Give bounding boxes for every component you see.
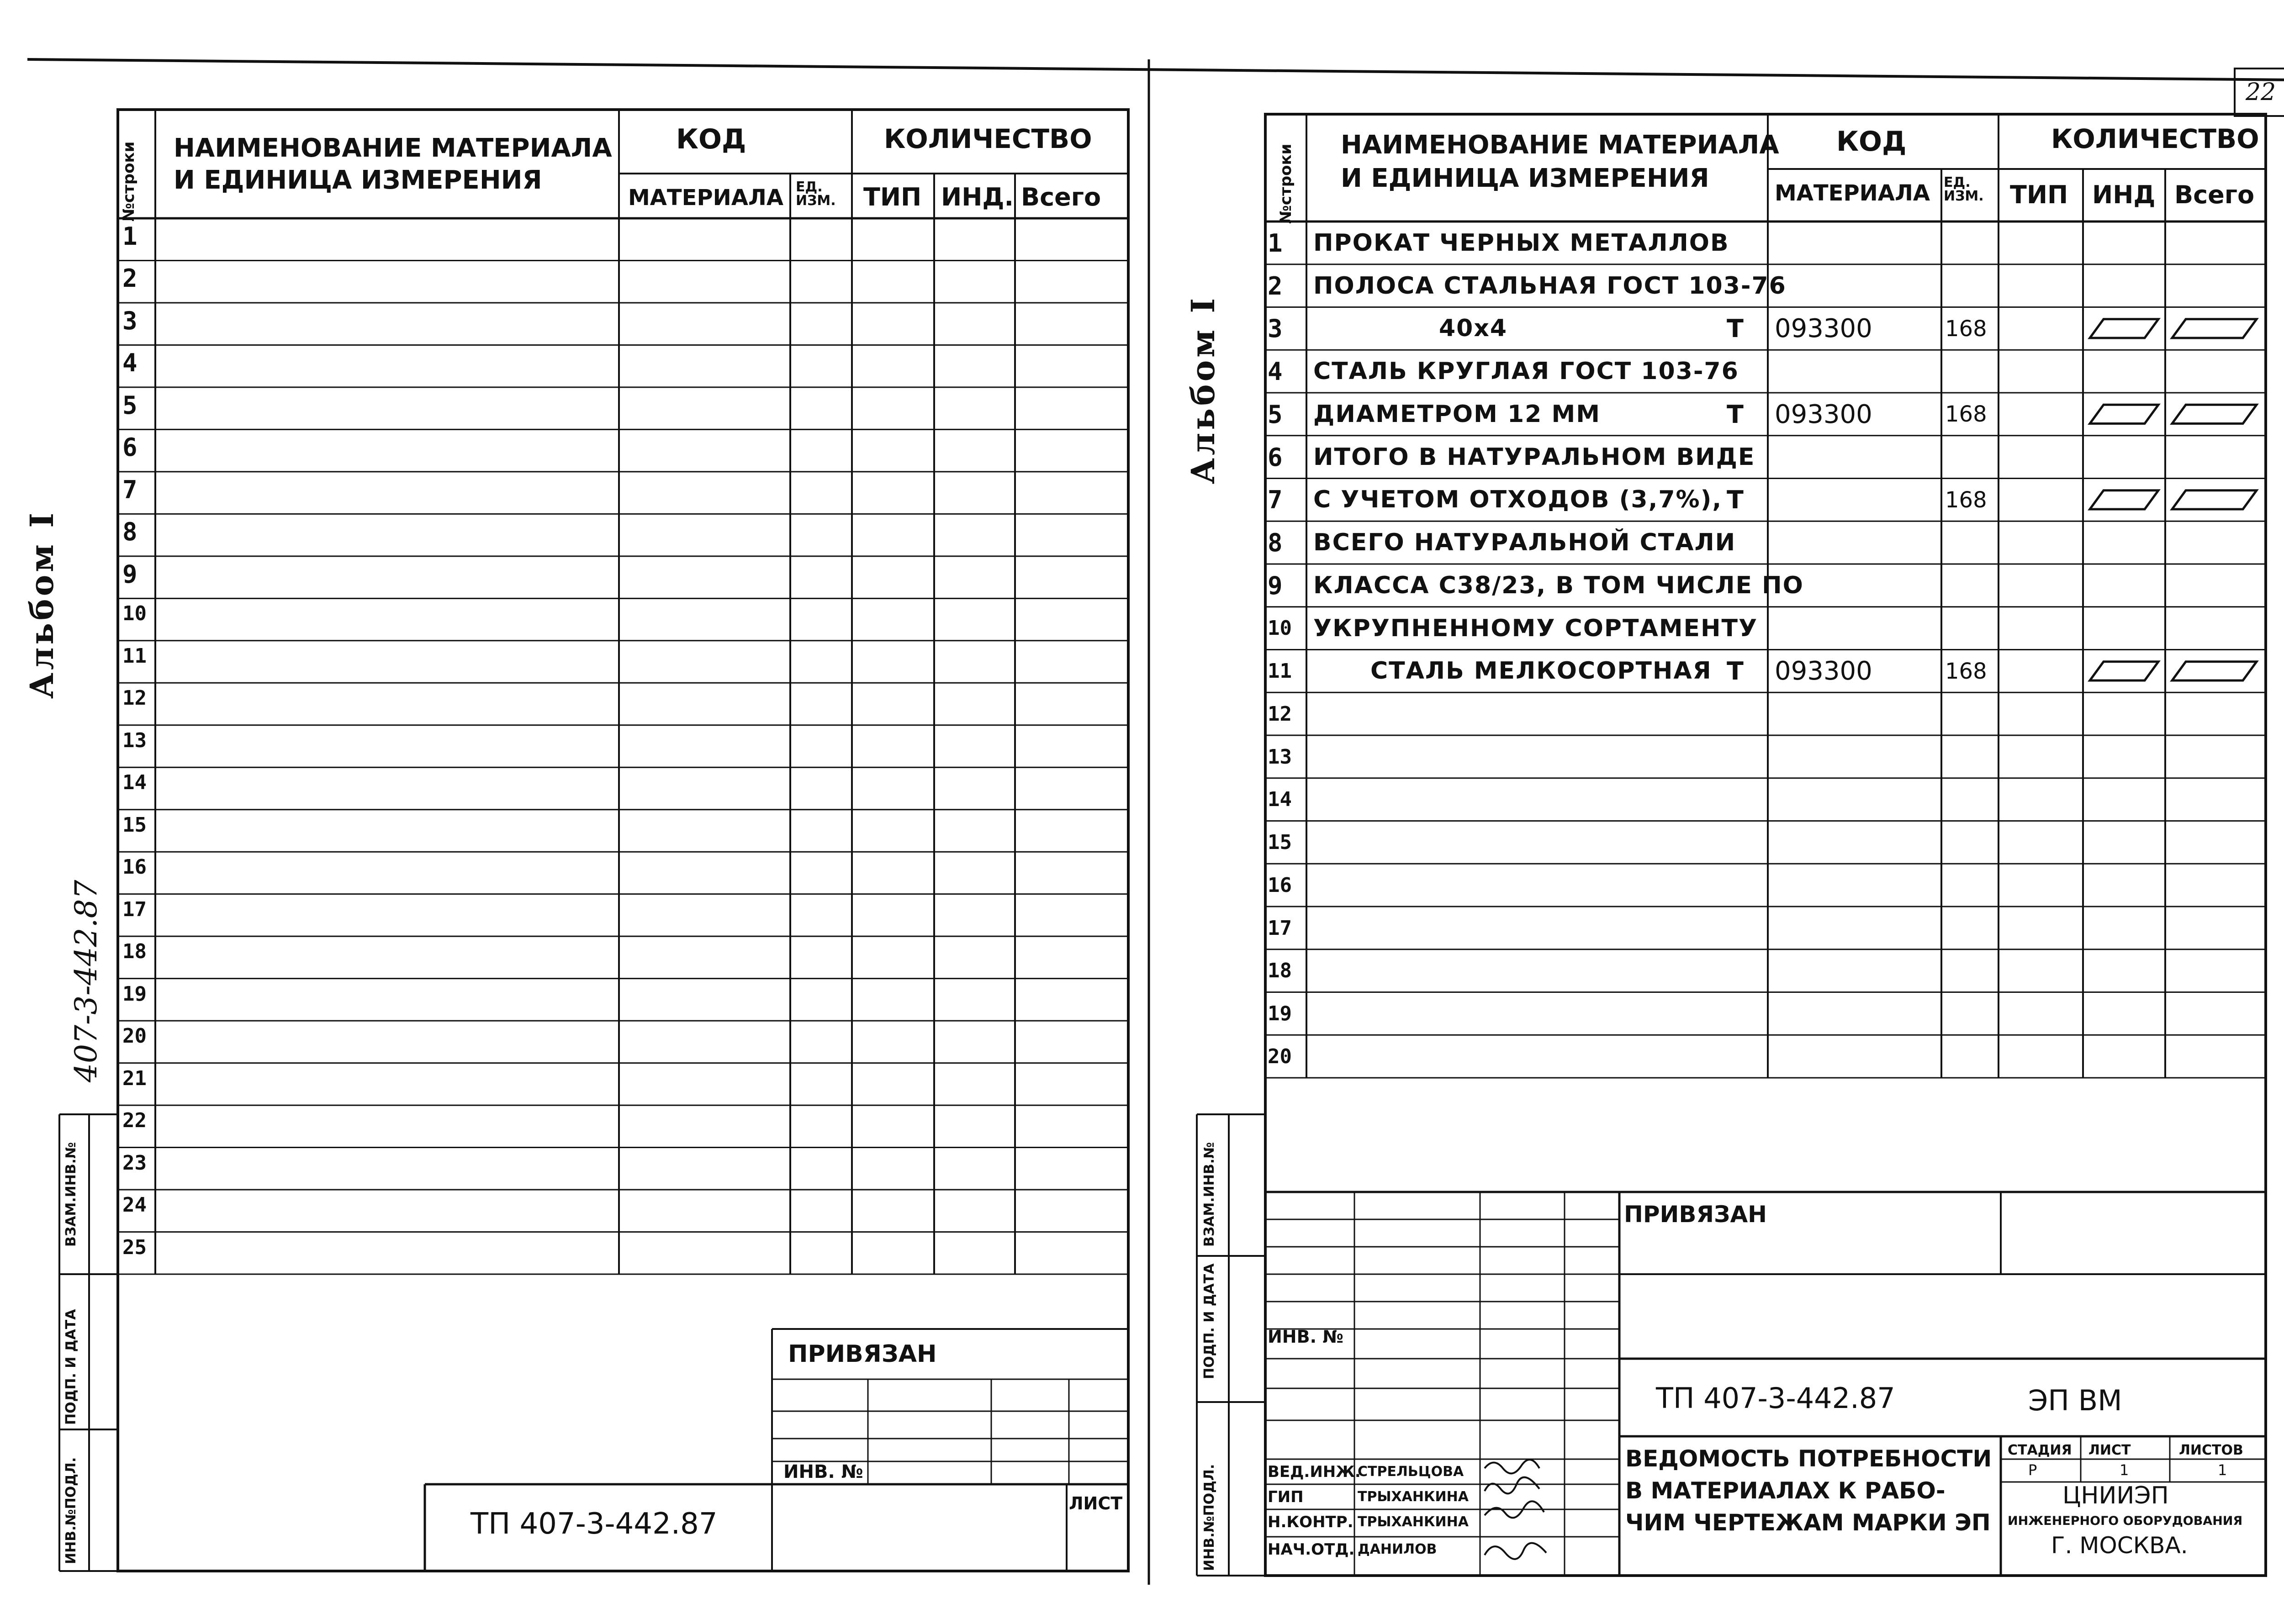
total-mark-parallelogram xyxy=(2172,662,2257,680)
right-row-number: 11 xyxy=(1268,659,1292,683)
total-mark-parallelogram xyxy=(2172,490,2257,509)
left-margin-vzam-inv: ВЗАМ.ИНВ.№ xyxy=(63,1142,79,1247)
right-row-number: 4 xyxy=(1268,357,1283,386)
right-row-number: 3 xyxy=(1268,314,1283,343)
left-row-number: 22 xyxy=(122,1109,147,1133)
left-header-row-no: №строки xyxy=(120,141,138,221)
left-row-number: 8 xyxy=(122,517,137,547)
right-stamp-org-3: Г. МОСКВА. xyxy=(2051,1532,2188,1559)
signer-name: СТРЕЛЬЦОВА xyxy=(1358,1464,1464,1480)
left-row-number: 1 xyxy=(122,222,137,251)
ind-mark-parallelogram xyxy=(2090,490,2158,509)
left-row-number: 17 xyxy=(122,897,147,921)
right-margin-inv-podl: ИНВ.№ПОДЛ. xyxy=(1201,1464,1217,1571)
left-margin-podp-data: ПОДП. И ДАТА xyxy=(63,1309,79,1425)
signer-role: ВЕД.ИНЖ. xyxy=(1268,1463,1361,1481)
right-stamp-doc-code: ТП 407-3-442.87 xyxy=(1656,1381,1895,1415)
left-row-number: 20 xyxy=(122,1024,147,1048)
left-header-code-material: МАТЕРИАЛА xyxy=(628,185,783,211)
signer-name: ТРЫХАНКИНА xyxy=(1358,1489,1469,1505)
left-row-number: 5 xyxy=(122,390,137,420)
right-row-ed: 168 xyxy=(1945,401,1987,427)
signer-name: ДАНИЛОВ xyxy=(1358,1541,1437,1557)
left-row-number: 11 xyxy=(122,644,147,668)
right-margin-podp-data: ПОДП. И ДАТА xyxy=(1201,1263,1217,1379)
left-row-number: 9 xyxy=(122,559,137,589)
left-stamp-inv-no: ИНВ. № xyxy=(783,1461,863,1482)
right-row-number: 5 xyxy=(1268,400,1283,429)
left-frame xyxy=(118,110,1128,1571)
left-header-name-2: И ЕДИНИЦА ИЗМЕРЕНИЯ xyxy=(174,165,542,195)
right-row-unit: Т xyxy=(1727,485,1744,515)
right-row-name: СТАЛЬ МЕЛКОСОРТНАЯ xyxy=(1370,657,1712,685)
left-row-number: 19 xyxy=(122,982,147,1006)
left-row-number: 2 xyxy=(122,264,137,293)
right-margin-vzam-inv: ВЗАМ.ИНВ.№ xyxy=(1201,1142,1217,1247)
left-header-name-1: НАИМЕНОВАНИЕ МАТЕРИАЛА xyxy=(174,133,612,163)
left-row-number: 23 xyxy=(122,1151,147,1175)
right-row-unit: Т xyxy=(1727,314,1744,343)
right-row-number: 16 xyxy=(1268,873,1292,897)
right-frame xyxy=(1265,114,2266,1576)
left-header-qty-total: Всего xyxy=(1021,183,1101,211)
left-row-number: 24 xyxy=(122,1193,147,1217)
right-header-qty-total: Всего xyxy=(2174,180,2255,209)
left-row-number: 21 xyxy=(122,1066,147,1090)
right-row-name: КЛАССА С38/23, В ТОМ ЧИСЛЕ ПО xyxy=(1313,571,1804,599)
right-row-number: 13 xyxy=(1268,745,1292,769)
right-header-name-2: И ЕДИНИЦА ИЗМЕРЕНИЯ xyxy=(1341,163,1709,193)
left-stamp-doc-code: ТП 407-3-442.87 xyxy=(471,1507,718,1541)
left-row-number: 12 xyxy=(122,686,147,710)
left-stamp-privyazan: ПРИВЯЗАН xyxy=(788,1340,937,1368)
right-row-ed: 168 xyxy=(1945,316,1987,342)
right-row-unit: Т xyxy=(1727,657,1744,686)
right-header-row-no: №строки xyxy=(1277,143,1295,224)
left-row-number: 3 xyxy=(122,306,137,335)
right-row-name: С УЧЕТОМ ОТХОДОВ (3,7%), xyxy=(1313,486,1723,514)
right-row-number: 8 xyxy=(1268,528,1283,558)
left-row-number: 4 xyxy=(122,348,137,378)
right-row-name: УКРУПНЕННОМУ СОРТАМЕНТУ xyxy=(1313,614,1758,642)
right-row-number: 6 xyxy=(1268,443,1283,472)
right-row-number: 10 xyxy=(1268,617,1292,640)
right-row-number: 2 xyxy=(1268,271,1283,301)
left-margin-inv-podl: ИНВ.№ПОДЛ. xyxy=(63,1457,79,1564)
right-stamp-privyazan: ПРИВЯЗАН xyxy=(1624,1201,1767,1228)
right-header-code-material: МАТЕРИАЛА xyxy=(1775,180,1930,206)
right-row-number: 17 xyxy=(1268,916,1292,940)
right-row-number: 9 xyxy=(1268,571,1283,600)
total-mark-parallelogram xyxy=(2172,319,2257,338)
right-row-number: 20 xyxy=(1268,1044,1292,1068)
right-stamp-org-1: ЦНИИЭП xyxy=(2062,1482,2169,1509)
right-header-name-1: НАИМЕНОВАНИЕ МАТЕРИАЛА xyxy=(1341,130,1779,160)
right-row-ed: 168 xyxy=(1945,658,1987,684)
right-stamp-mark: ЭП ВМ xyxy=(2028,1384,2122,1417)
right-row-ed: 168 xyxy=(1945,487,1987,513)
left-row-number: 10 xyxy=(122,602,147,626)
ind-mark-parallelogram xyxy=(2090,662,2158,680)
left-stamp-sheet: ЛИСТ xyxy=(1069,1493,1123,1513)
left-row-number: 14 xyxy=(122,771,147,795)
right-row-number: 12 xyxy=(1268,702,1292,726)
total-mark-parallelogram xyxy=(2172,405,2257,423)
page-number: 22 xyxy=(2234,68,2284,117)
right-row-code: 093300 xyxy=(1775,656,1872,686)
signer-role: ГИП xyxy=(1268,1488,1304,1506)
left-header-code: КОД xyxy=(676,123,746,155)
right-stamp-title-1: ВЕДОМОСТЬ ПОТРЕБНОСТИ xyxy=(1625,1445,1992,1472)
right-row-name: ПОЛОСА СТАЛЬНАЯ ГОСТ 103-76 xyxy=(1313,272,1787,300)
right-row-number: 18 xyxy=(1268,959,1292,983)
right-stamp-title-3: ЧИМ ЧЕРТЕЖАМ МАРКИ ЭП xyxy=(1625,1509,1991,1536)
right-stamp-title-2: В МАТЕРИАЛАХ К РАБО- xyxy=(1625,1477,1946,1504)
right-row-name: 40х4 xyxy=(1439,315,1508,343)
left-header-qty-ind: ИНД. xyxy=(941,183,1014,211)
signer-role: Н.КОНТР. xyxy=(1268,1513,1353,1531)
left-header-code-unit: ЕД. ИЗМ. xyxy=(796,179,836,209)
left-row-number: 7 xyxy=(122,475,137,504)
left-doc-code-handwritten: 407-3-442.87 xyxy=(69,880,104,1082)
signer-role: НАЧ.ОТД. xyxy=(1268,1540,1355,1559)
right-header-qty-ind: ИНД xyxy=(2092,180,2156,209)
left-row-number: 15 xyxy=(122,813,147,837)
left-header-quantity: КОЛИЧЕСТВО xyxy=(884,123,1092,154)
left-side-title: Альбом I xyxy=(23,510,61,699)
right-row-name: ВСЕГО НАТУРАЛЬНОЙ СТАЛИ xyxy=(1313,529,1736,557)
ind-mark-parallelogram xyxy=(2090,319,2158,338)
right-row-number: 14 xyxy=(1268,788,1292,812)
signer-name: ТРЫХАНКИНА xyxy=(1358,1514,1469,1530)
right-row-number: 7 xyxy=(1268,485,1283,515)
right-row-number: 19 xyxy=(1268,1002,1292,1026)
right-header-code-unit: ЕД. ИЗМ. xyxy=(1944,174,1984,204)
right-row-code: 093300 xyxy=(1775,314,1872,344)
right-row-number: 1 xyxy=(1268,228,1283,258)
left-row-number: 6 xyxy=(122,433,137,462)
left-row-number: 25 xyxy=(122,1235,147,1259)
right-stamp-sheet-value: 1 xyxy=(2120,1461,2129,1479)
right-stamp-stage-value: Р xyxy=(2028,1461,2037,1479)
right-stamp-inv-no: ИНВ. № xyxy=(1268,1327,1343,1347)
left-row-number: 18 xyxy=(122,940,147,964)
right-row-unit: Т xyxy=(1727,400,1744,429)
right-row-name: ДИАМЕТРОМ 12 ММ xyxy=(1313,400,1601,428)
right-header-quantity: КОЛИЧЕСТВО xyxy=(2051,123,2259,154)
right-row-name: СТАЛЬ КРУГЛАЯ ГОСТ 103-76 xyxy=(1313,358,1739,385)
right-row-name: ПРОКАТ ЧЕРНЫХ МЕТАЛЛОВ xyxy=(1313,229,1729,257)
right-row-number: 15 xyxy=(1268,831,1292,854)
right-stamp-stage-label: СТАДИЯ xyxy=(2008,1442,2072,1458)
left-row-number: 16 xyxy=(122,855,147,879)
left-header-qty-type: ТИП xyxy=(863,183,922,211)
right-stamp-org-2: ИНЖЕНЕРНОГО ОБОРУДОВАНИЯ xyxy=(2008,1514,2243,1528)
right-header-qty-type: ТИП xyxy=(2010,180,2068,209)
right-stamp-sheets-value: 1 xyxy=(2218,1461,2227,1479)
right-row-name: ИТОГО В НАТУРАЛЬНОМ ВИДЕ xyxy=(1313,443,1755,471)
ind-mark-parallelogram xyxy=(2090,405,2158,423)
right-side-title: Альбом I xyxy=(1184,295,1222,484)
right-stamp-sheets-label: ЛИСТОВ xyxy=(2179,1442,2243,1458)
left-row-number: 13 xyxy=(122,728,147,752)
right-header-code: КОД xyxy=(1836,126,1907,158)
right-row-code: 093300 xyxy=(1775,399,1872,429)
right-stamp-sheet-label: ЛИСТ xyxy=(2088,1442,2131,1458)
